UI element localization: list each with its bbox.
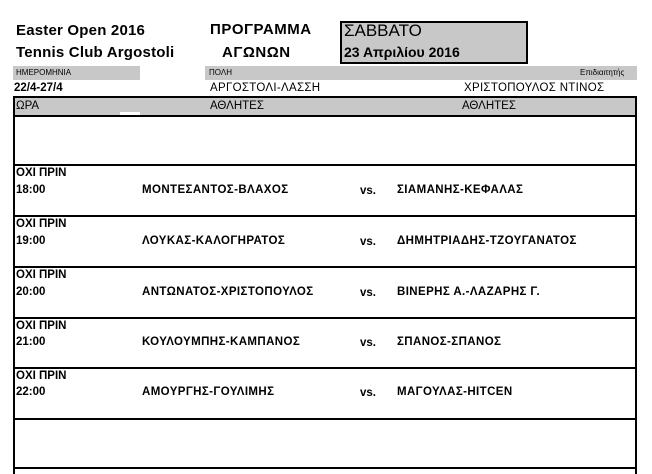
match-4-time: 21:00 (16, 336, 46, 348)
match-4-player-b: ΣΠΑΝΟΣ-ΣΠΑΝΟΣ (397, 336, 502, 348)
match-2-time: 19:00 (16, 235, 46, 247)
match-1-prefix: ΟΧΙ ΠΡΙΝ (16, 167, 67, 179)
match-1-player-b: ΣΙΑΜΑΝΗΣ-ΚΕΦΑΛΑΣ (397, 184, 524, 196)
match-3-prefix: ΟΧΙ ΠΡΙΝ (16, 269, 67, 281)
date-label: ΗΜΕΡΟΜΗΝΙΑ (16, 68, 72, 77)
city-label: ΠΟΛΗ (209, 68, 232, 77)
match-5-player-a: ΑΜΟΥΡΓΗΣ-ΓΟΥΛΙΜΗΣ (142, 386, 275, 398)
column-header-band (13, 97, 637, 115)
match-2-player-b: ΔΗΜΗΤΡΙΑΔΗΣ-ΤΖΟΥΓΑΝΑΤΟΣ (397, 235, 577, 247)
referee-value: ΧΡΙΣΤΟΠΟΥΛΟΣ ΝΤΙΝΟΣ (464, 82, 605, 94)
match-5-time: 22:00 (16, 386, 46, 398)
date-range: 22/4-27/4 (14, 82, 63, 94)
tournament-title: Easter Open 2016 (16, 22, 146, 39)
referee-label: Επιδιαιτητής (580, 68, 625, 77)
city-label-cell (205, 66, 637, 80)
match-5-prefix: ΟΧΙ ΠΡΙΝ (16, 370, 67, 382)
match-3-player-a: ΑΝΤΩΝΑΤΟΣ-ΧΡΙΣΤΟΠΟΥΛΟΣ (142, 286, 314, 298)
match-3-time: 20:00 (16, 286, 46, 298)
match-4-vs: vs. (360, 337, 376, 349)
col-time: ΩΡΑ (16, 100, 40, 112)
match-2-player-a: ΛΟΥΚΑΣ-ΚΑΛΟΓΗΡΑΤΟΣ (142, 235, 286, 247)
club-name: Tennis Club Argostoli (16, 44, 175, 61)
program-title-line1: ΠΡΟΓΡΑΜΜΑ (210, 21, 312, 38)
day-name: ΣΑΒΒΑΤΟ (344, 21, 422, 40)
match-5-vs: vs. (360, 387, 376, 399)
match-date: 23 Απριλίου 2016 (344, 44, 460, 60)
match-4-prefix: ΟΧΙ ΠΡΙΝ (16, 320, 67, 332)
city-value: ΑΡΓΟΣΤΟΛΙ-ΛΑΣΣΗ (210, 82, 321, 94)
match-4-player-a: ΚΟΥΛΟΥΜΠΗΣ-ΚΑΜΠΑΝΟΣ (142, 336, 301, 348)
match-3-player-b: ΒΙΝΕΡΗΣ Α.-ΛΑΖΑΡΗΣ Γ. (397, 286, 541, 298)
match-1-vs: vs. (360, 185, 376, 197)
col-players-b: ΑΘΛΗΤΕΣ (462, 100, 516, 112)
match-1-time: 18:00 (16, 184, 46, 196)
program-title-line2: ΑΓΩΝΩΝ (222, 44, 291, 61)
match-2-vs: vs. (360, 236, 376, 248)
match-3-vs: vs. (360, 287, 376, 299)
match-1-player-a: ΜΟΝΤΕΣΑΝΤΟΣ-ΒΛΑΧΟΣ (142, 184, 289, 196)
match-5-player-b: ΜΑΓΟΥΛΑΣ-HITCEN (397, 386, 513, 398)
match-2-prefix: ΟΧΙ ΠΡΙΝ (16, 218, 67, 230)
col-players-a: ΑΘΛΗΤΕΣ (210, 100, 264, 112)
